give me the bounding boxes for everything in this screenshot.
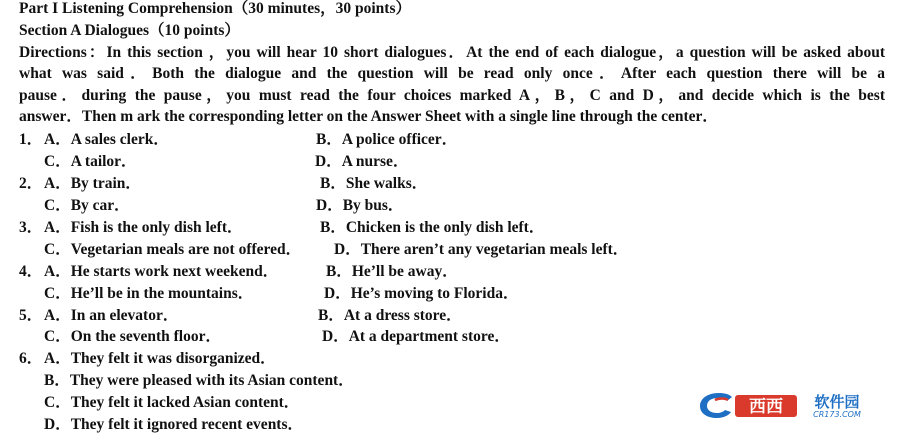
swoosh-accent-icon: [715, 399, 728, 401]
question-number: 1．: [19, 131, 43, 148]
option-c: C．Vegetarian meals are not offered．: [44, 241, 302, 258]
option-a: A．In an elevator．: [44, 307, 179, 324]
part-title: Part I Listening Comprehension（30 minutes，30 points）: [19, 0, 411, 17]
question-3-row-2: [19, 239, 887, 260]
section-title: Section A Dialogues（10 points）: [19, 22, 240, 39]
question-2-row-2: [19, 195, 887, 216]
option-b: B．A police officer．: [316, 131, 458, 148]
question-6: [19, 348, 887, 369]
question-5: [19, 305, 887, 326]
option-d: D．He’s moving to Florida．: [324, 285, 519, 302]
question-1: [19, 129, 887, 150]
question-1-row-2: [19, 151, 887, 172]
option-b: B．At a dress store．: [318, 307, 462, 324]
directions-line-4: answer．Then m ark the corresponding letter on the Answer Sheet with a single line through the center．: [19, 108, 718, 125]
question-number: 3．: [19, 219, 43, 236]
option-b: B．He’ll be away．: [326, 263, 458, 280]
option-a: A．Fish is the only dish left．: [44, 219, 243, 236]
watermark-logo: [697, 387, 877, 423]
question-5-row-2: [19, 326, 887, 347]
watermark-sub-text: CR173.COM: [813, 410, 861, 419]
question-3: [19, 217, 887, 238]
question-2: [19, 173, 887, 194]
option-a: A．By train．: [44, 175, 141, 192]
option-a: A．A sales clerk．: [44, 131, 169, 148]
option-b: B．Chicken is the only dish left．: [320, 219, 545, 236]
option-a: A．They felt it was disorganized．: [44, 350, 276, 367]
option-d: D．They felt it ignored recent events．: [44, 416, 304, 433]
watermark-main-text-tail: 软件园: [814, 393, 860, 411]
option-d: D．At a department store．: [322, 328, 510, 345]
directions-line-3: pause．during the pause，you must read the four choices marked A，B，C and D，and decide which is the best: [19, 87, 885, 104]
question-4-row-2: [19, 283, 887, 304]
option-c: C．A tailor．: [44, 153, 137, 170]
option-c: C．He’ll be in the mountains．: [44, 285, 254, 302]
option-c: C．On the seventh floor．: [44, 328, 221, 345]
option-d: D．A nurse．: [315, 153, 409, 170]
option-d: D．There aren’t any vegetarian meals left．: [334, 241, 629, 258]
watermark-main-text: 西西: [749, 397, 783, 417]
question-4: [19, 261, 887, 282]
option-c: C．By car．: [44, 197, 130, 214]
option-b: B．She walks．: [320, 175, 428, 192]
question-number: 6．: [19, 350, 43, 367]
question-number: 2．: [19, 175, 43, 192]
question-number: 5．: [19, 307, 43, 324]
option-c: C．They felt it lacked Asian content．: [44, 394, 300, 411]
c-swoosh-icon: [700, 393, 732, 418]
option-d: D．By bus．: [316, 197, 404, 214]
question-number: 4．: [19, 263, 43, 280]
directions-line-1: Directions：In this section ，you will hear 10 short dialogues．At the end of each dialogue，a question will be asked about: [19, 44, 885, 61]
directions-line-2: what was said．Both the dialogue and the question will be read only once．After each question there will be a: [19, 65, 885, 82]
option-b: B．They were pleased with its Asian content．: [44, 372, 354, 389]
option-a: A．He starts work next weekend．: [44, 263, 279, 280]
